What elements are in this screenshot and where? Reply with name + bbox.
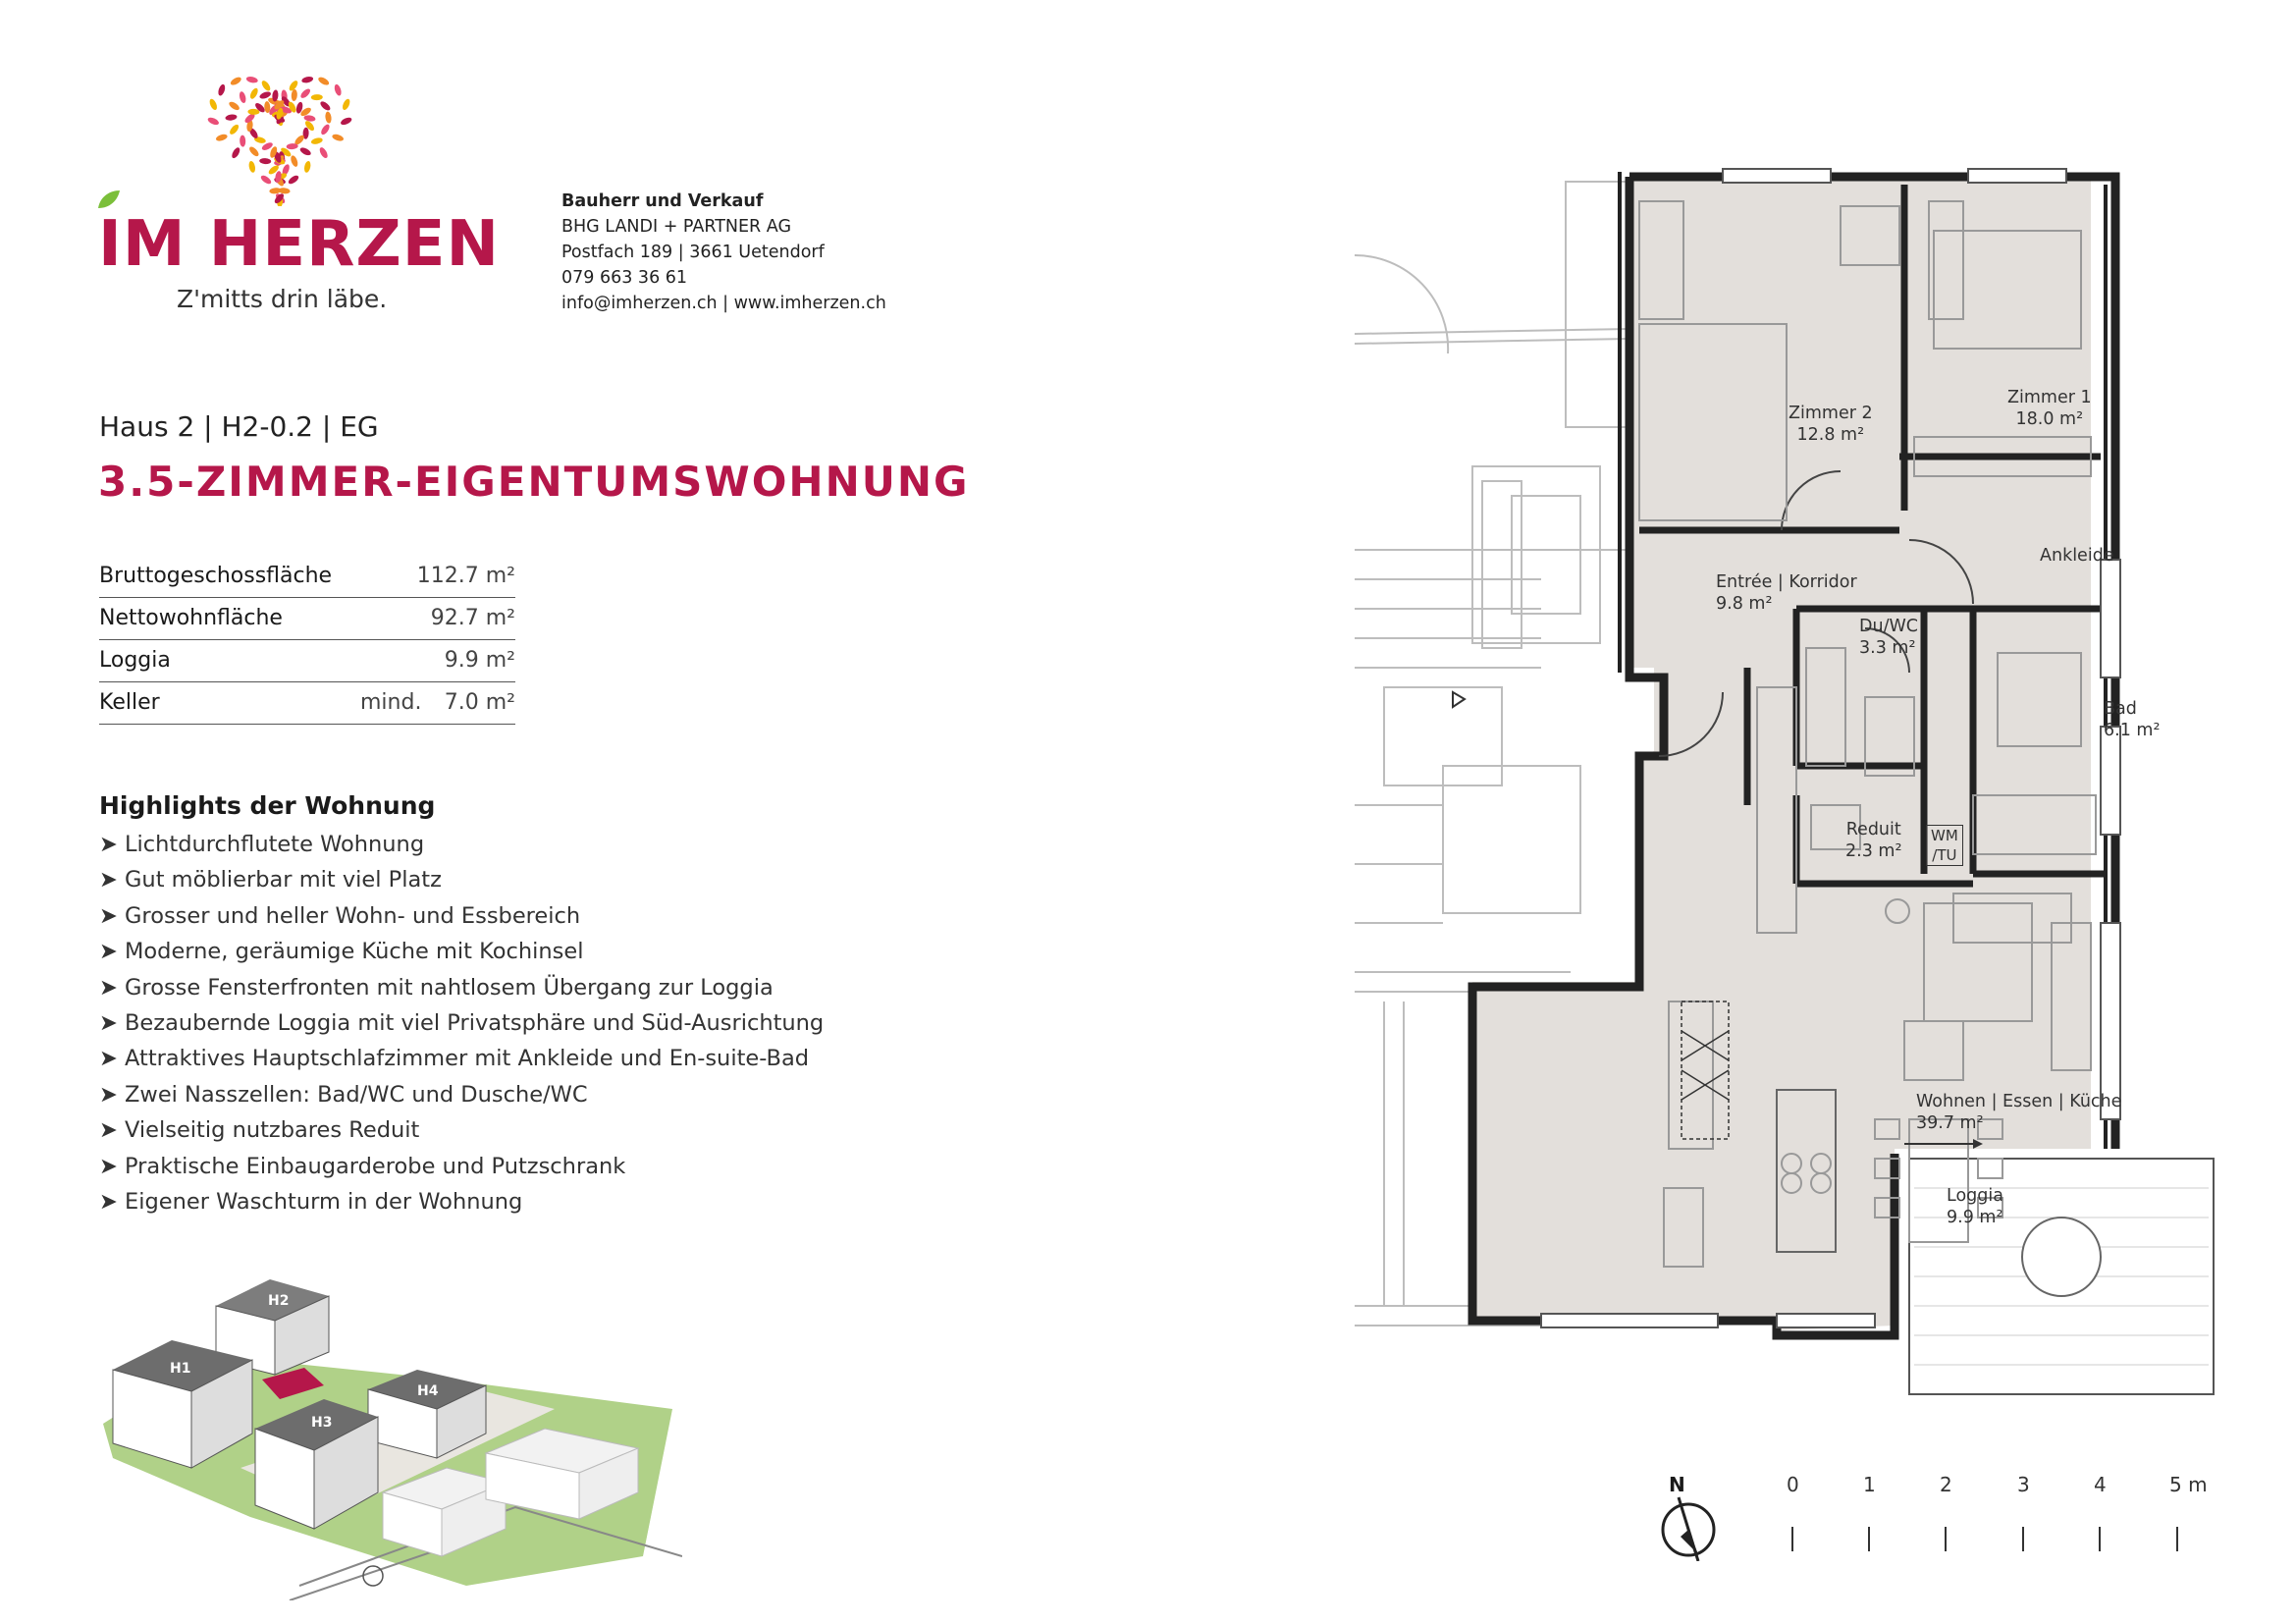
house-label: H1 — [170, 1361, 191, 1377]
house-label: H2 — [268, 1293, 290, 1309]
logo-heart-icon — [201, 69, 358, 206]
scale-tick-label: 2 — [1940, 1473, 1952, 1496]
arrow-icon: ➤ — [99, 902, 118, 929]
arrow-icon: ➤ — [99, 1046, 118, 1072]
area-row — [99, 640, 515, 682]
entrance-marker-icon — [1453, 692, 1465, 707]
room-reduit — [1845, 819, 1901, 862]
room-name: Reduit — [1845, 820, 1901, 839]
highlights-list — [99, 827, 824, 1219]
list-item — [99, 1149, 824, 1184]
arrow-icon: ➤ — [99, 1153, 118, 1179]
list-item — [99, 827, 824, 862]
room-name: Du/WC — [1859, 617, 1918, 636]
highlight-text: Praktische Einbaugarderobe und Putzschrank — [125, 1153, 626, 1179]
compass-small-icon — [363, 1566, 383, 1586]
area-label: Nettowohnfläche — [99, 606, 283, 630]
room-name: Zimmer 2 — [1789, 404, 1873, 423]
room-area: 9.8 m² — [1716, 594, 1773, 614]
list-item — [99, 934, 824, 969]
area-value: 92.7 m² — [430, 606, 515, 630]
area-row — [99, 682, 515, 725]
area-row — [99, 598, 515, 640]
list-item — [99, 898, 824, 934]
highlight-text: Eigener Waschturm in der Wohnung — [125, 1189, 523, 1216]
highlight-text: Grosse Fensterfronten mit nahtlosem Übergang zur Loggia — [125, 974, 774, 1001]
contact-company: BHG LANDI + PARTNER AG — [561, 217, 792, 237]
list-item — [99, 1077, 824, 1112]
highlight-text: Zwei Nasszellen: Bad/WC und Dusche/WC — [125, 1081, 588, 1108]
arrow-icon: ➤ — [99, 1117, 118, 1144]
room-zimmer1 — [2007, 387, 2092, 430]
area-value: 9.9 m² — [444, 648, 515, 673]
scale-tick-label: 5 m — [2169, 1473, 2208, 1496]
room-duwc — [1859, 616, 1918, 659]
arrow-icon: ➤ — [99, 867, 118, 893]
dryer-label: /TU — [1932, 846, 1957, 864]
area-min: mind. — [360, 690, 422, 715]
leaf-icon — [96, 189, 122, 210]
highlight-text: Bezaubernde Loggia mit viel Privatsphäre und Süd-Ausrichtung — [125, 1010, 825, 1037]
house-label: H3 — [311, 1415, 333, 1431]
area-row — [99, 556, 515, 598]
room-name: Ankleide — [2040, 546, 2114, 566]
washer-tower — [1926, 825, 1963, 866]
page-title: 3.5-ZIMMER-EIGENTUMSWOHNUNG — [98, 458, 970, 506]
site-axonometry — [93, 1262, 682, 1600]
highlight-text: Lichtdurchflutete Wohnung — [125, 832, 425, 857]
brand-slogan: Z'mitts drin läbe. — [177, 285, 388, 313]
room-area: 3.3 m² — [1859, 638, 1916, 658]
highlights-title: Highlights der Wohnung — [99, 791, 436, 820]
area-table — [99, 556, 515, 725]
unit-identifier: Haus 2 | H2-0.2 | EG — [99, 410, 379, 443]
contact-block — [561, 189, 886, 316]
highlight-text: Grosser und heller Wohn- und Essbereich — [125, 902, 581, 929]
list-item — [99, 862, 824, 897]
highlight-text: Vielseitig nutzbares Reduit — [125, 1117, 420, 1144]
highlight-text: Attraktives Hauptschlafzimmer mit Ankleide und En-suite-Bad — [125, 1046, 810, 1072]
scale-tick-label: 0 — [1787, 1473, 1799, 1496]
room-bad — [2104, 698, 2160, 741]
room-name: Wohnen | Essen | Küche — [1916, 1092, 2122, 1111]
room-name: Entrée | Korridor — [1716, 572, 1857, 592]
room-area: 9.9 m² — [1947, 1208, 2003, 1227]
room-area: 6.1 m² — [2104, 721, 2161, 740]
room-entree — [1716, 571, 1857, 615]
room-name: Zimmer 1 — [2007, 388, 2092, 407]
list-item — [99, 1041, 824, 1076]
arrow-icon: ➤ — [99, 939, 118, 965]
arrow-icon: ➤ — [99, 832, 118, 857]
arrow-icon: ➤ — [99, 1081, 118, 1108]
scale-tick-label: 4 — [2094, 1473, 2107, 1496]
room-name: Loggia — [1947, 1186, 2003, 1206]
contact-address: Postfach 189 | 3661 Uetendorf — [561, 243, 825, 262]
compass-label: N — [1669, 1473, 1685, 1496]
area-value: 112.7 m² — [416, 564, 515, 588]
contact-phone: 079 663 36 61 — [561, 268, 688, 288]
brand-logo-text: IM HERZEN — [98, 208, 501, 281]
scale-bar — [1649, 1473, 2258, 1581]
room-zimmer2 — [1789, 403, 1873, 446]
scale-tick-label: 1 — [1863, 1473, 1876, 1496]
room-name: Bad — [2104, 699, 2137, 719]
room-area: 18.0 m² — [2015, 409, 2084, 429]
washer-label: WM — [1931, 827, 1958, 844]
area-label: Loggia — [99, 648, 171, 673]
highlight-text: Gut möblierbar mit viel Platz — [125, 867, 442, 893]
contact-heading: Bauherr und Verkauf — [561, 191, 764, 211]
arrow-icon: ➤ — [99, 974, 118, 1001]
room-wohnen — [1916, 1091, 2121, 1134]
list-item — [99, 970, 824, 1005]
room-area: 2.3 m² — [1845, 841, 1902, 861]
area-label: Keller — [99, 690, 160, 715]
area-value: 7.0 m² — [444, 690, 515, 715]
scale-tick-label: 3 — [2017, 1473, 2030, 1496]
area-label: Bruttogeschossfläche — [99, 564, 333, 588]
list-item — [99, 1112, 824, 1148]
arrow-icon: ➤ — [99, 1189, 118, 1216]
room-ankleide — [2040, 545, 2114, 567]
contact-web: info@imherzen.ch | www.imherzen.ch — [561, 294, 886, 313]
loggia-table — [2022, 1218, 2101, 1296]
arrow-icon: ➤ — [99, 1010, 118, 1037]
room-area: 12.8 m² — [1796, 425, 1865, 445]
room-loggia — [1947, 1185, 2003, 1228]
room-area: 39.7 m² — [1916, 1113, 1984, 1133]
floor-plan — [1345, 118, 2228, 1434]
list-item — [99, 1184, 824, 1219]
highlight-text: Moderne, geräumige Küche mit Kochinsel — [125, 939, 584, 965]
house-label: H4 — [417, 1383, 439, 1399]
list-item — [99, 1005, 824, 1041]
